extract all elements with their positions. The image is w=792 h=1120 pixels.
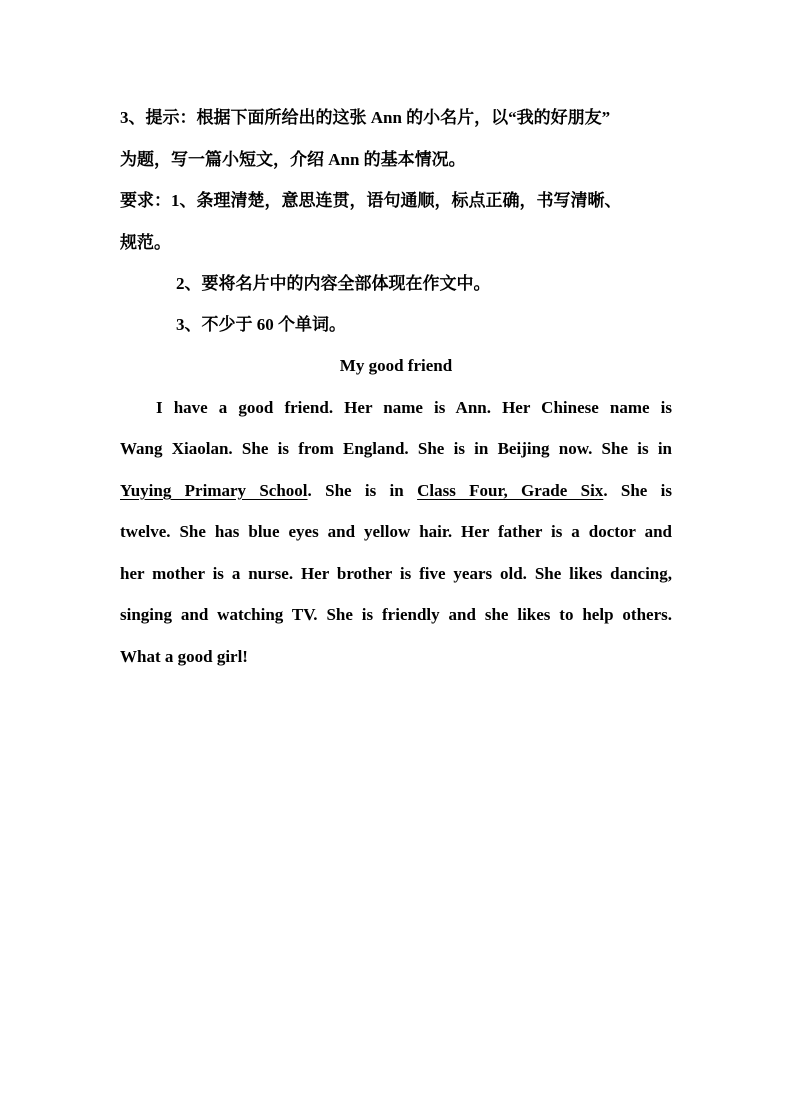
requirement-line-1: 要求：1、条理清楚，意思连贯，语句通顺，标点正确，书写清晰、 — [120, 191, 622, 210]
essay-title: My good friend — [339, 356, 453, 375]
requirement-2: 2、要将名片中的内容全部体现在作文中。 — [176, 274, 491, 293]
essay-line-2: Wang Xiaolan. She is from England. She is in Beijing now. She is in — [120, 439, 672, 458]
essay-line-3-end: . She is — [603, 481, 673, 500]
essay-line-4: twelve. She has blue eyes and yellow hair. Her father is a doctor and — [120, 522, 672, 541]
essay-line-3-mid: . She is in — [307, 481, 418, 500]
essay-line-7: What a good girl! — [120, 647, 248, 666]
essay-line-1: I have a good friend. Her name is Ann. Her Chinese name is — [156, 398, 672, 417]
essay-line-6: singing and watching TV. She is friendly and she likes to help others. — [120, 605, 672, 624]
essay-line-5: her mother is a nurse. Her brother is five years old. She likes dancing, — [120, 564, 672, 583]
requirement-line-2: 规范。 — [120, 233, 171, 252]
class-grade: Class Four, Grade Six — [417, 481, 604, 500]
requirement-3: 3、不少于 60 个单词。 — [176, 315, 346, 334]
prompt-line-2: 为题，写一篇小短文，介绍 Ann 的基本情况。 — [120, 150, 466, 169]
essay-line-3 — [120, 480, 672, 502]
school-name: Yuying Primary School — [120, 481, 308, 500]
prompt-line-1: 3、提示：根据下面所给出的这张 Ann 的小名片，以“我的好朋友” — [120, 108, 611, 127]
